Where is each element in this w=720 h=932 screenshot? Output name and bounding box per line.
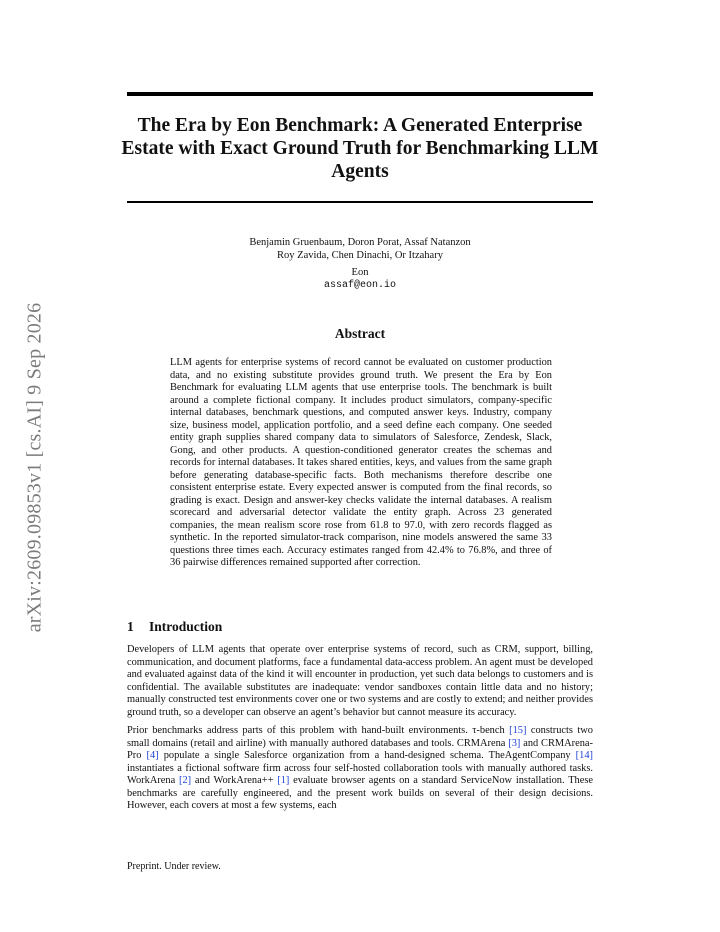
arxiv-identifier-text: arXiv:2609.09853v1 [cs.AI] 9 Sep 2026 xyxy=(23,302,46,632)
section-title: Introduction xyxy=(149,619,223,634)
intro-p2-text-3: and CRMArena-Pro xyxy=(127,737,593,761)
intro-paragraph-2 xyxy=(127,725,593,813)
abstract-text: LLM agents for enterprise systems of record cannot be evaluated on customer production data, and no existing substitute provides ground truth. We present the Era by Eon Benchmark for evaluating LLM agents that use enterprise tools. The benchmark is built around a complete fictional company. It includes product simulators, company-specific internal databases, benchmark questions, and computed answer keys. Industry, company size, business model, application portfolio, and a seed define each company. One seeded entity graph supplies shared company data to simulators of Salesforce, Zendesk, Slack, Gong, and other products. A question-conditioned generator creates the schemas and records for internal databases. It takes shared entities, keys, and values from the same graph before generating database-specific facts. Both mechanisms therefore describe one consistent enterprise estate. Every expected answer is computed from the final records, so grading is exact. Design and answer-key checks validate the internal databases. A realism scorecard and adversarial detector validate the entity graph. Across 23 generated companies, the mean realism score rose from 61.8 to 97.0, with zero records flagged as synthetic. In the reported simulator-track comparison, nine models answered the same 33 questions three times each. Accuracy estimates ranged from 42.4% to 76.8%, and three of 36 pairwise differences remained supported after correction. xyxy=(170,357,552,568)
introduction-body xyxy=(127,644,593,819)
citation-link-2[interactable]: [2] xyxy=(179,775,192,786)
intro-p2-text-6: and WorkArena++ xyxy=(191,775,278,786)
author-list xyxy=(160,236,560,262)
title-top-rule xyxy=(127,92,593,96)
arxiv-identifier-stamp xyxy=(10,267,60,667)
intro-p2-text-1: Prior benchmarks address parts of this problem with hand-built environments. τ-bench xyxy=(127,725,510,736)
citation-link-15[interactable]: [15] xyxy=(509,725,527,736)
affiliation-block xyxy=(160,266,560,292)
citation-link-1[interactable]: [1] xyxy=(277,775,290,786)
section-heading-introduction xyxy=(127,619,593,635)
citation-link-4[interactable]: [4] xyxy=(146,750,159,761)
citation-link-3[interactable]: [3] xyxy=(508,737,521,749)
author-line-2: Roy Zavida, Chen Dinachi, Or Itzahary xyxy=(277,250,443,261)
abstract-heading: Abstract xyxy=(334,326,386,341)
author-email: assaf@eon.io xyxy=(323,280,396,291)
intro-p2-text-5: instantiates a fictional software firm across four self-hosted collaboration tools with manually authored tasks. WorkArena xyxy=(127,762,593,786)
intro-p2-text-7: evaluate browser agents on a standard ServiceNow installation. These benchmarks are carefully engineered, and the present work builds on several of their design decisions. However, each covers at most a few systems, each xyxy=(127,775,593,811)
affiliation-org: Eon xyxy=(351,267,369,278)
intro-paragraph-1: Developers of LLM agents that operate over enterprise systems of record, such as CRM, support, billing, communication, and document platforms, face a fundamental data-access problem. An agent must be developed and evaluated against data of the kind it will encounter in production, yet such data belongs to customers and is confidential. The available substitutes are inadequate: vendor sandboxes contain little data and no history; manually constructed test environments cover one or two systems and are costly to extend; and neither provides ground truth, so a developer can observe an agent’s behavior but cannot measure its accuracy. xyxy=(127,644,593,718)
paper-title: The Era by Eon Benchmark: A Generated Enterprise Estate with Exact Ground Truth for Benchmarking LLM Agents xyxy=(121,115,599,182)
intro-p2-text-2: constructs two small domains (retail and airline) with manually authored databases and tools. CRMArena xyxy=(127,725,593,749)
citation-link-14[interactable]: [14] xyxy=(575,750,593,761)
title-bottom-rule xyxy=(127,201,593,203)
section-number: 1 xyxy=(127,619,134,634)
preprint-footer-note: Preprint. Under review. xyxy=(127,861,221,872)
author-line-1: Benjamin Gruenbaum, Doron Porat, Assaf Natanzon xyxy=(249,237,471,248)
intro-p2-text-4: populate a single Salesforce organization from a hand-designed schema. TheAgentCompany xyxy=(158,750,576,761)
